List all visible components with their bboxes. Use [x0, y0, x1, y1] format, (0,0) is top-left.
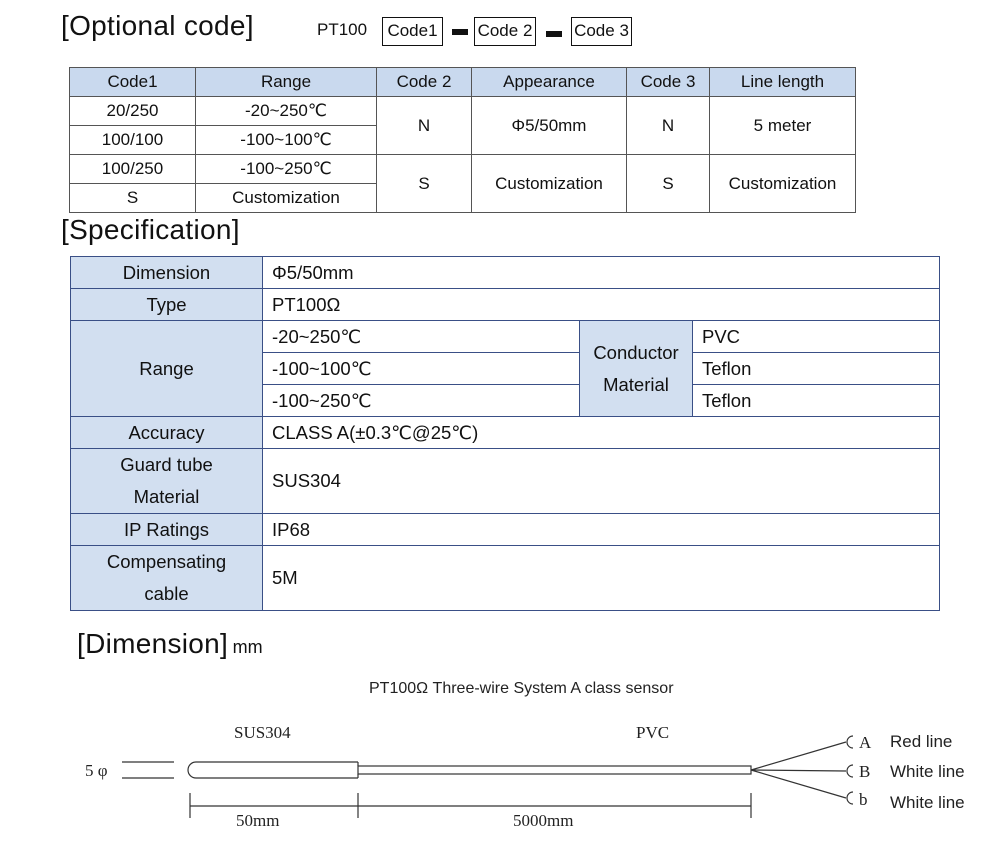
conductor-label-line2: Material	[603, 373, 669, 395]
header-cell: Code1	[70, 68, 196, 97]
header-cell: Line length	[710, 68, 856, 97]
spec-value: CLASS A(±0.3℃@25℃)	[263, 417, 940, 449]
code1-cell: S	[70, 184, 196, 213]
code3-box: Code 3	[571, 17, 632, 46]
code3-cell: N	[627, 97, 710, 155]
line-length-cell: 5 meter	[710, 97, 856, 155]
spec-value: IP68	[263, 514, 940, 546]
wire-letter: b	[859, 790, 868, 809]
dimension-title: [Dimension]	[77, 628, 229, 659]
code2-box: Code 2	[474, 17, 536, 46]
range-cell: -100~100℃	[196, 126, 377, 155]
guard-tube-outline	[188, 762, 358, 778]
wire-b2	[751, 770, 846, 798]
wire-terminal	[847, 792, 853, 804]
wire-terminal	[847, 765, 853, 777]
dimension-unit: mm	[232, 637, 263, 657]
wire-label: White line	[890, 762, 965, 781]
code2-cell: S	[377, 155, 472, 213]
spec-label: Accuracy	[71, 417, 263, 449]
conductor-value: PVC	[693, 321, 940, 353]
range-cell: -100~250℃	[196, 155, 377, 184]
specification-title: [Specification]	[61, 214, 240, 245]
tube-material-label: SUS304	[234, 723, 291, 742]
appearance-cell: Φ5/50mm	[472, 97, 627, 155]
header-cell: Appearance	[472, 68, 627, 97]
guard-tube-label-line1: Guard tube	[120, 454, 213, 475]
sensor-caption: PT100Ω Three-wire System A class sensor	[369, 680, 674, 697]
code3-cell: S	[627, 155, 710, 213]
wire-letter: B	[859, 762, 871, 781]
code1-cell: 100/250	[70, 155, 196, 184]
header-cell: Range	[196, 68, 377, 97]
spec-label: Type	[71, 289, 263, 321]
model-label: PT100	[317, 20, 368, 39]
guard-tube-label-line2: Material	[133, 486, 200, 507]
range-cell: -20~250℃	[196, 97, 377, 126]
spec-label: Dimension	[71, 257, 263, 289]
tube-length-label: 50mm	[236, 811, 280, 830]
wire-terminal	[847, 736, 853, 748]
spec-label: IP Ratings	[71, 514, 263, 546]
wire-a	[751, 742, 846, 770]
optional-code-title: [Optional code]	[61, 10, 254, 41]
header-cell: Code 3	[627, 68, 710, 97]
conductor-label-line1: Conductor	[593, 341, 679, 363]
line-length-cell: Customization	[710, 155, 856, 213]
cable-material-label: PVC	[636, 723, 670, 742]
conductor-value: Teflon	[693, 353, 940, 385]
code1-box: Code1	[382, 17, 443, 46]
code1-cell: 100/100	[70, 126, 196, 155]
spec-value: 5M	[263, 546, 940, 611]
spec-label: Range	[71, 321, 263, 417]
range-value: -20~250℃	[263, 321, 580, 353]
range-value: -100~250℃	[263, 385, 580, 417]
conductor-value: Teflon	[693, 385, 940, 417]
appearance-cell: Customization	[472, 155, 627, 213]
cable-label-line2: cable	[144, 583, 189, 604]
spec-value: Φ5/50mm	[263, 257, 940, 289]
cable-label-line1: Compensating	[106, 551, 227, 572]
wire-label: Red line	[890, 732, 953, 751]
cable-length-label: 5000mm	[513, 811, 574, 830]
code1-cell: 20/250	[70, 97, 196, 126]
wire-b	[751, 770, 846, 771]
range-cell: Customization	[196, 184, 377, 213]
wire-label: White line	[890, 793, 965, 812]
spec-value: SUS304	[263, 449, 940, 514]
range-value: -100~100℃	[263, 353, 580, 385]
diameter-label: 5 φ	[85, 761, 108, 780]
code2-cell: N	[377, 97, 472, 155]
spec-value: PT100Ω	[263, 289, 940, 321]
cable-outline	[358, 766, 751, 774]
wire-letter: A	[859, 733, 872, 752]
header-cell: Code 2	[377, 68, 472, 97]
